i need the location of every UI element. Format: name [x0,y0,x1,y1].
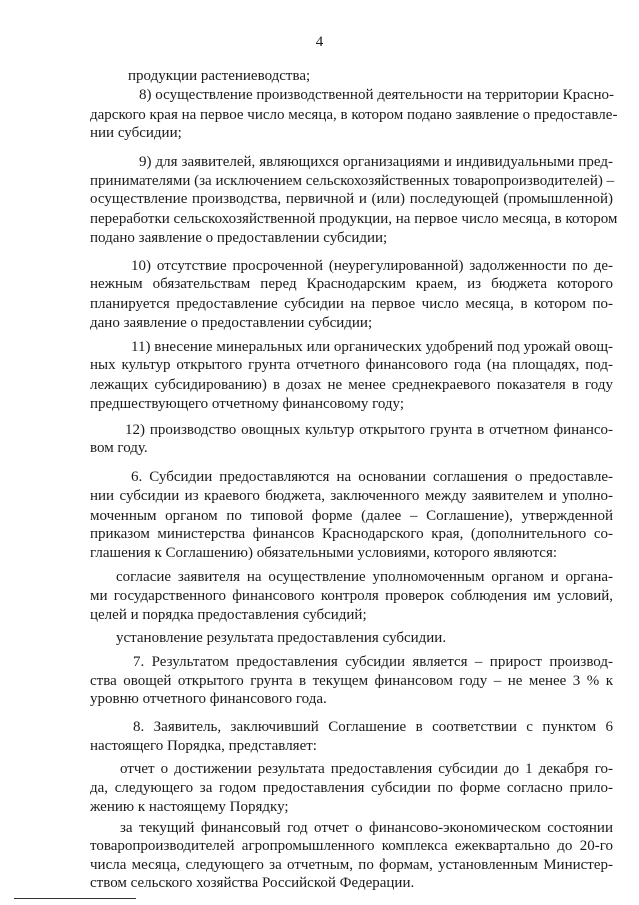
text-line: 11) внесение минеральных или органических удобрений под урожай овощ- [131,338,613,355]
text-line: согласие заявителя на осуществление уполномоченным органом и органа- [116,568,613,585]
text-line: ства овощей открытого грунта в текущем финансовом году – не менее 3 % к [90,672,613,689]
footnote-rule [14,898,136,899]
text-line: 12) производство овощных культур открытого грунта в отчетном финансо- [125,421,613,438]
text-line: дарского края на первое число месяца, в котором подано заявление о предоставле- [90,106,618,123]
text-line: подано заявление о предоставлении субсидии; [90,229,388,246]
text-line: ством сельского хозяйства Российской Федерации. [90,875,415,891]
text-line: установление результата предоставления субсидии. [116,630,447,647]
text-line: приказом министерства финансов Краснодарского края, (дополнительного со- [90,526,613,543]
text-line: жению к настоящему Порядку; [90,798,289,815]
text-line: нии субсидии; [90,125,182,142]
text-line: нии субсидии из краевого бюджета, заключенного между заявителем и уполно- [90,487,613,504]
text-line: 7. Результатом предоставления субсидии является – прирост производ- [133,653,613,670]
text-line: ми государственного финансового контроля проверок соблюдения им условий, [90,587,613,604]
text-line: 10) отсутствие просроченной (неурегулированной) задолженности по де- [131,257,613,274]
text-line: нежным обязательствам перед Краснодарским краем, из бюджета которого [90,276,613,293]
text-line: принимателями (за исключением сельскохозяйственных товаропроизводителей) – [90,172,615,189]
text-line: планируется предоставление субсидии на первое число месяца, в котором по- [90,296,613,313]
text-line: настоящего Порядка, представляет: [90,737,317,754]
text-line: осуществление производства, первичной и (или) последующей (промышленной) [90,191,613,208]
text-line: 6. Субсидии предоставляются на основании соглашения о предоставле- [131,469,613,486]
text-line: моченным органом по типовой форме (далее – Соглашение), утвержденной [90,507,613,524]
text-line: 9) для заявителей, являющихся организациями и индивидуальными пред- [139,153,613,170]
text-line: предшествующего отчетному финансовому году; [90,395,405,412]
text-line: дано заявление о предоставлении субсидии; [90,314,373,331]
page-number: 4 [315,34,324,50]
text-line: 8. Заявитель, заключивший Соглашение в соответствии с пунктом 6 [133,718,613,735]
text-line: да, следующего за годом предоставления субсидии по форме согласно прило- [90,780,613,797]
text-line: продукции растениеводства; [128,68,311,84]
text-line: лежащих субсидированию) в дозах не менее среднекраевого показателя в году [90,377,613,394]
text-line: переработки сельскохозяйственной продукции, на первое число месяца, в котором [90,211,618,228]
text-line: за текущий финансовый год отчет о финансово-экономическом состоянии [120,819,613,836]
text-line: вом году. [90,440,148,457]
text-line: глашения к Соглашению) обязательными условиями, которого являются: [90,545,558,562]
text-line: товаропроизводителей агропромышленного комплекса ежеквартально до 20-го [90,838,613,855]
text-line: уровню отчетного финансового года. [90,691,327,708]
text-line: числа месяца, следующего за отчетным, по формам, установленным Министер- [90,857,613,874]
text-line: ных культур открытого грунта отчетного финансового года (на площадях, под- [90,357,613,374]
text-line: целей и порядка предоставления субсидий; [90,607,367,624]
text-line: 8) осуществление производственной деятельности на территории Красно- [139,86,615,103]
text-line: отчет о достижении результата предоставления субсидии до 1 декабря го- [120,761,613,778]
